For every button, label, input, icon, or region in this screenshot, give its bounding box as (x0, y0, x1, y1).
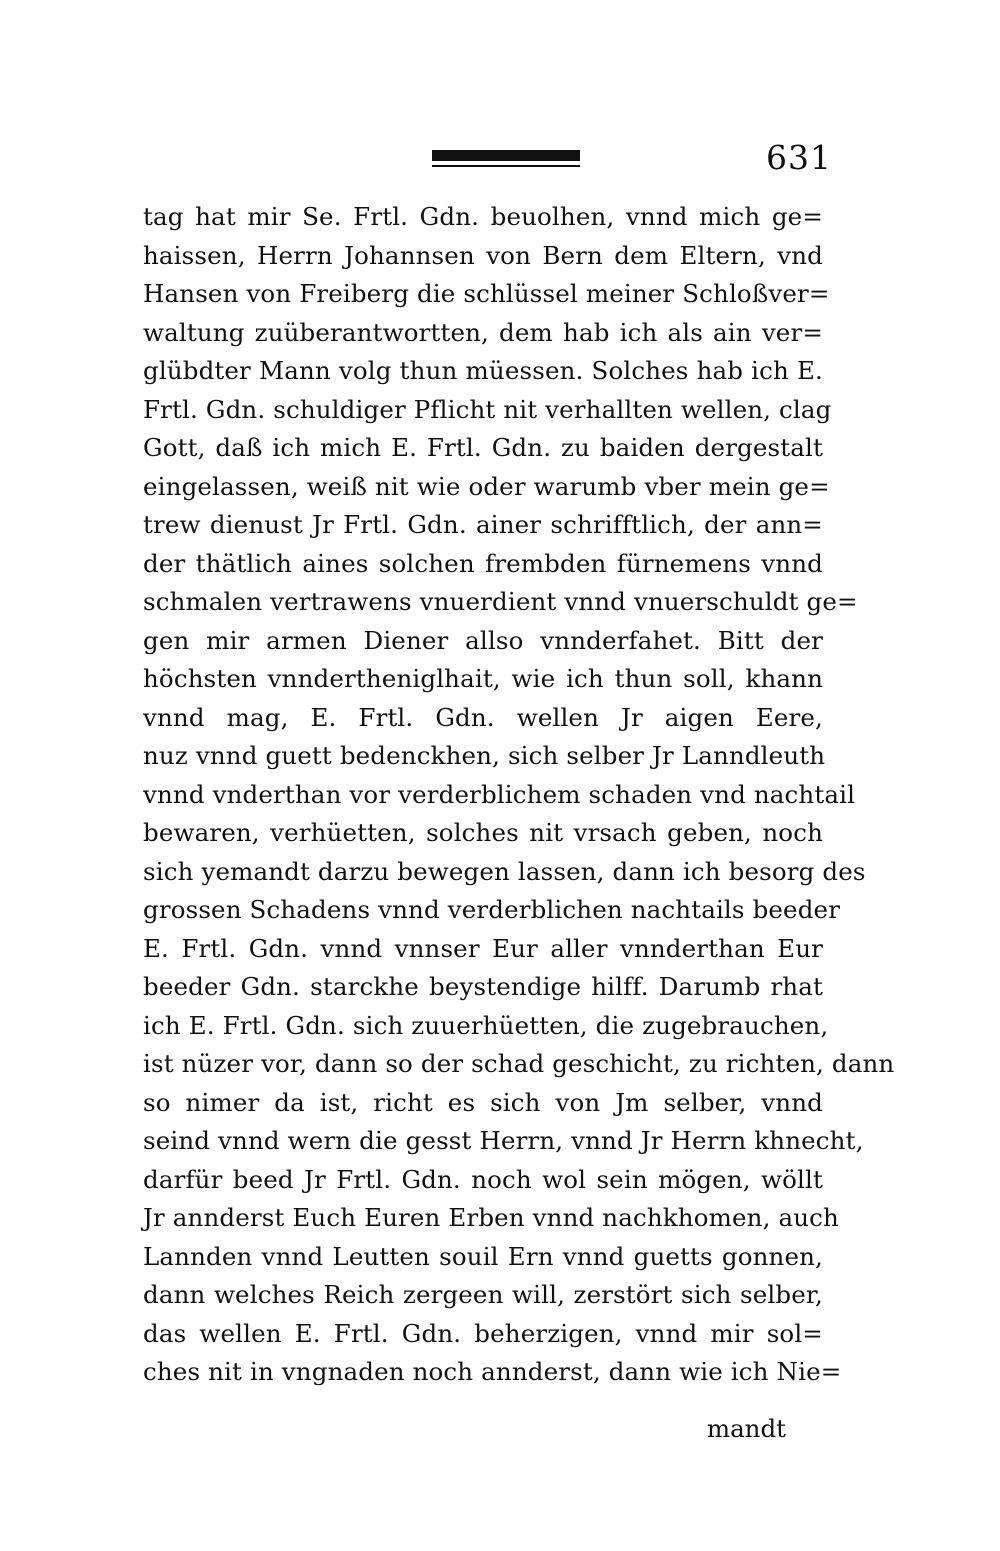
header-rule-thick (432, 150, 580, 161)
text-line: grossen Schadens vnnd verderblichen nachtails beeder (143, 895, 841, 924)
text-line: tag hat mir Se. Frtl. Gdn. beuolhen, vnnd mich ge= (143, 202, 823, 231)
text-line: das wellen E. Frtl. Gdn. beherzigen, vnnd mir sol= (143, 1318, 823, 1348)
text-line: beeder Gdn. starckhe beystendige hilff. Darumb rhat (143, 972, 823, 1001)
text-line: Gott, daß ich mich E. Frtl. Gdn. zu baiden dergestalt (143, 433, 823, 462)
text-line: trew dienust Jr Frtl. Gdn. ainer schrifftlich, der ann= (143, 510, 823, 539)
text-line: seind vnnd wern die gesst Herrn, vnnd Jr Herrn khnecht, (143, 1126, 864, 1155)
text-line: dann welches Reich zergeen will, zerstört sich selber, (143, 1280, 823, 1309)
text-line: Frtl. Gdn. schuldiger Pflicht nit verhallten wellen, clag (143, 394, 832, 424)
text-line: Hansen von Freiberg die schlüssel meiner Schloßver= (143, 279, 830, 308)
text-line: vnnd vnderthan vor verderblichem schaden vnd nachtail (143, 779, 856, 809)
text-line: Jr annderst Euch Euren Erben vnnd nachkhomen, auch (143, 1203, 839, 1232)
text-line: sich yemandt darzu bewegen lassen, dann ich besorg des (143, 856, 866, 886)
text-line: glübdter Mann volg thun müessen. Solches hab ich E. (143, 356, 823, 385)
text-line: höchsten vnndertheniglhait, wie ich thun soll, khann (143, 664, 823, 693)
text-line: E. Frtl. Gdn. vnnd vnnser Eur aller vnnderthan Eur (143, 933, 823, 963)
text-line: bewaren, verhüetten, solches nit vrsach geben, noch (143, 818, 823, 847)
text-line: ches nit in vngnaden noch annderst, dann wie ich Nie= (143, 1357, 842, 1386)
page-number: 631 (766, 138, 832, 177)
text-line: waltung zuüberantwortten, dem hab ich als ain ver= (143, 317, 823, 347)
text-line: gen mir armen Diener allso vnnderfahet. Bitt der (143, 625, 823, 655)
text-line: darfür beed Jr Frtl. Gdn. noch wol sein mögen, wöllt (143, 1164, 823, 1194)
text-line: Lannden vnnd Leutten souil Ern vnnd guetts gonnen, (143, 1241, 823, 1271)
body-text (143, 198, 895, 1392)
text-line: ich E. Frtl. Gdn. sich zuuerhüetten, die zugebrauchen, (143, 1010, 829, 1040)
header-rule (432, 150, 580, 170)
text-line: ist nüzer vor, dann so der schad geschicht, zu richten, dann (143, 1049, 895, 1078)
text-line: der thätlich aines solchen frembden fürnemens vnnd (143, 548, 823, 578)
text-line: so nimer da ist, richt es sich von Jm selber, vnnd (143, 1087, 823, 1117)
text-line: eingelassen, weiß nit wie oder warumb vber mein ge= (143, 471, 830, 501)
header-rule-thin (432, 165, 580, 167)
text-line: vnnd mag, E. Frtl. Gdn. wellen Jr aigen Eere, (143, 702, 823, 732)
text-line: nuz vnnd guett bedenckhen, sich selber Jr Lanndleuth (143, 741, 826, 770)
text-line: haissen, Herrn Johannsen von Bern dem Eltern, vnd (143, 240, 823, 270)
text-line: schmalen vertrawens vnuerdient vnnd vnuerschuldt ge= (143, 587, 858, 616)
catchword: mandt (706, 1414, 786, 1443)
